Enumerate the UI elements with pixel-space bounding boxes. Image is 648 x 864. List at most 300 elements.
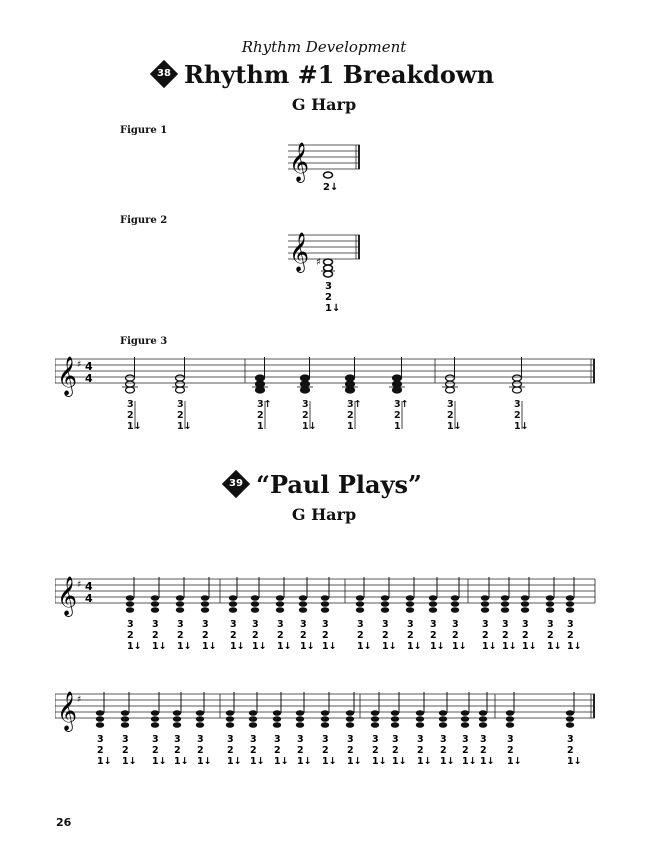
tab-number: 2 (447, 410, 454, 421)
tab-number: 1↓ (277, 641, 292, 652)
tab-number: 2 (300, 630, 307, 641)
tab-number: 1↓ (177, 421, 192, 432)
tab-number: 2 (452, 630, 459, 641)
chord-note (121, 716, 129, 722)
chord-note (196, 716, 204, 722)
tab-number: 2 (482, 630, 489, 641)
chord-note (126, 375, 135, 381)
whole-note-icon (324, 271, 333, 277)
chord-note (229, 601, 237, 607)
chord-note (176, 595, 184, 601)
tab-number: 3↑ (257, 399, 272, 410)
tab-number: 1↓ (522, 641, 537, 652)
treble-clef-icon: 𝄞 (57, 356, 78, 396)
tab-number: 2 (250, 745, 257, 756)
tab-number: 1 (394, 421, 401, 432)
chord-note (391, 722, 399, 728)
chord-note (391, 716, 399, 722)
track-badge-icon: 38 (150, 59, 178, 87)
chord-note (371, 710, 379, 716)
chord-note (566, 710, 574, 716)
tab-number: 2 (325, 292, 332, 303)
song-staff-1 (55, 565, 600, 660)
tab-number: 1↓ (197, 756, 212, 767)
chord-note (371, 716, 379, 722)
chord-note (126, 387, 135, 393)
tab-number: 1↓ (177, 641, 192, 652)
tab-number: 2 (522, 630, 529, 641)
tab-number: 2 (227, 745, 234, 756)
figure-2-label: Figure 2 (120, 215, 168, 226)
chord-note (151, 716, 159, 722)
chord-note (126, 601, 134, 607)
track-badge-icon: 39 (222, 469, 250, 497)
chord-note (251, 607, 259, 613)
tab-number: 2 (302, 410, 309, 421)
tab-number: 1↓ (302, 421, 317, 432)
chord-note (176, 601, 184, 607)
tab-number: 1↓ (452, 641, 467, 652)
section-label: Rhythm Development (241, 38, 407, 56)
chord-note (381, 595, 389, 601)
tab-number: 1↓ (325, 303, 341, 314)
tab-number: 1↓ (407, 641, 422, 652)
chord-note (501, 595, 509, 601)
tab-number: 1↓ (152, 756, 167, 767)
sharp-icon: ♯ (316, 257, 321, 268)
tab-number: 1↓ (347, 756, 362, 767)
chord-note (346, 375, 355, 381)
chord-note (251, 595, 259, 601)
svg-text:4: 4 (85, 580, 93, 593)
tab-number: 3 (462, 734, 469, 745)
treble-clef-icon: 𝄞 (289, 232, 310, 272)
tab-number: 2 (177, 630, 184, 641)
chord-note (296, 710, 304, 716)
tab-number: 1↓ (322, 756, 337, 767)
chord-note (126, 381, 135, 387)
tab-number: 2 (567, 745, 574, 756)
tab-number: 3 (297, 734, 304, 745)
chord-note (566, 601, 574, 607)
chord-note (126, 595, 134, 601)
tab-number: 3 (347, 734, 354, 745)
chord-note (176, 375, 185, 381)
tab-number: 2 (417, 745, 424, 756)
tab-number: 3 (202, 619, 209, 630)
chord-note (521, 601, 529, 607)
chord-note (406, 601, 414, 607)
chord-note (393, 381, 402, 387)
tab-number: 2 (277, 630, 284, 641)
tab-number: 2 (202, 630, 209, 641)
chord-note (226, 710, 234, 716)
tab-number: 2↓ (323, 182, 339, 193)
tab-number: 2 (357, 630, 364, 641)
page-number: 26 (56, 816, 72, 829)
treble-clef-icon: 𝄞 (289, 142, 310, 182)
tab-number: 3 (302, 399, 309, 410)
tab-number: 3 (372, 734, 379, 745)
chord-note (121, 722, 129, 728)
tab-number: 2 (567, 630, 574, 641)
chord-note (276, 607, 284, 613)
chord-note (299, 601, 307, 607)
figure-3-staff (55, 345, 600, 440)
chord-note (301, 375, 310, 381)
tab-number: 3 (447, 399, 454, 410)
chord-note (381, 607, 389, 613)
chord-note (546, 595, 554, 601)
tab-number: 3 (417, 734, 424, 745)
tab-number: 1↓ (547, 641, 562, 652)
tab-number: 3 (430, 619, 437, 630)
chord-note (321, 595, 329, 601)
chord-note (451, 595, 459, 601)
chord-note (151, 722, 159, 728)
chord-note (546, 607, 554, 613)
chord-note (356, 607, 364, 613)
tab-number: 3 (177, 399, 184, 410)
tab-number: 3 (127, 619, 134, 630)
tab-number: 3 (502, 619, 509, 630)
chord-note (173, 722, 181, 728)
chord-note (196, 722, 204, 728)
chord-note (273, 722, 281, 728)
chord-note (479, 716, 487, 722)
figure-3-label: Figure 3 (120, 336, 168, 347)
chord-note (566, 722, 574, 728)
tab-number: 3 (325, 281, 332, 292)
tab-number: 3 (230, 619, 237, 630)
chord-note (151, 710, 159, 716)
tab-number: 3 (567, 619, 574, 630)
tab-number: 1↓ (122, 756, 137, 767)
tab-number: 1↓ (127, 641, 142, 652)
tab-number: 3 (382, 619, 389, 630)
chord-note (126, 607, 134, 613)
chord-note (176, 387, 185, 393)
tab-number: 1↓ (430, 641, 445, 652)
tab-number: 2 (462, 745, 469, 756)
chord-note (479, 722, 487, 728)
tab-number: 1↓ (322, 641, 337, 652)
tab-number: 3 (177, 619, 184, 630)
chord-note (479, 710, 487, 716)
chord-note (566, 716, 574, 722)
chord-note (296, 716, 304, 722)
tab-number: 1↓ (297, 756, 312, 767)
tab-number: 3↑ (394, 399, 409, 410)
tab-number: 1↓ (392, 756, 407, 767)
tab-number: 1↓ (174, 756, 189, 767)
song-title-text: “Paul Plays” (256, 470, 422, 499)
chord-note (249, 710, 257, 716)
tab-number: 1↓ (252, 641, 267, 652)
tab-number: 2 (274, 745, 281, 756)
tab-number: 1↓ (300, 641, 315, 652)
chord-note (346, 716, 354, 722)
tab-number: 2 (230, 630, 237, 641)
tab-number: 3↑ (347, 399, 362, 410)
chord-note (451, 607, 459, 613)
chord-note (446, 387, 455, 393)
whole-note-icon (324, 265, 333, 271)
song-staff-2 (55, 680, 600, 780)
tab-number: 3 (250, 734, 257, 745)
chord-note (229, 595, 237, 601)
tab-number: 2 (322, 745, 329, 756)
tab-number: 3 (480, 734, 487, 745)
chord-note (513, 381, 522, 387)
chord-note (201, 595, 209, 601)
tab-number: 3 (357, 619, 364, 630)
tab-number: 2 (347, 410, 354, 421)
tab-number: 2 (507, 745, 514, 756)
tab-number: 1↓ (447, 421, 462, 432)
chord-note (506, 716, 514, 722)
song-title (0, 470, 648, 499)
tab-number: 3 (392, 734, 399, 745)
chord-note (546, 601, 554, 607)
tab-number: 2 (407, 630, 414, 641)
tab-number: 1↓ (440, 756, 455, 767)
treble-clef-icon: 𝄞 (57, 691, 78, 731)
chord-note (173, 710, 181, 716)
chord-note (461, 722, 469, 728)
tab-number: 2 (514, 410, 521, 421)
chord-note (416, 710, 424, 716)
tab-number: 1↓ (507, 756, 522, 767)
chord-note (276, 595, 284, 601)
chord-note (371, 722, 379, 728)
time-sig-top: 4 (85, 360, 93, 373)
chord-note (296, 722, 304, 728)
tab-number: 1↓ (250, 756, 265, 767)
tab-number: 3 (127, 399, 134, 410)
chord-note (249, 716, 257, 722)
chord-note (506, 722, 514, 728)
chord-note (346, 381, 355, 387)
tab-number: 2 (440, 745, 447, 756)
tab-number: 3 (322, 619, 329, 630)
chord-note (501, 607, 509, 613)
chord-note (299, 595, 307, 601)
whole-note-icon (324, 172, 333, 178)
tab-number: 2 (252, 630, 259, 641)
chord-note (461, 716, 469, 722)
chord-note (446, 381, 455, 387)
chord-note (321, 710, 329, 716)
chord-note (276, 601, 284, 607)
tab-number: 2 (257, 410, 264, 421)
chord-note (513, 375, 522, 381)
tab-number: 1↓ (230, 641, 245, 652)
svg-text:4: 4 (85, 592, 93, 605)
chord-note (121, 710, 129, 716)
tab-number: 2 (122, 745, 129, 756)
chord-note (346, 387, 355, 393)
chord-note (321, 722, 329, 728)
tab-number: 1↓ (417, 756, 432, 767)
chord-note (566, 607, 574, 613)
chord-note (566, 595, 574, 601)
tab-number: 1↓ (567, 641, 582, 652)
sharp-icon: ♯ (77, 695, 82, 705)
tab-number: 1↓ (274, 756, 289, 767)
tab-number: 2 (382, 630, 389, 641)
chord-note (429, 595, 437, 601)
chord-note (439, 722, 447, 728)
chord-note (393, 387, 402, 393)
tab-number: 1↓ (357, 641, 372, 652)
tab-number: 3 (300, 619, 307, 630)
page-title (0, 60, 648, 89)
tab-number: 1↓ (382, 641, 397, 652)
chord-note (321, 716, 329, 722)
tab-number: 3 (482, 619, 489, 630)
tab-number: 2 (394, 410, 401, 421)
chord-note (461, 710, 469, 716)
chord-note (176, 607, 184, 613)
chord-note (429, 601, 437, 607)
tab-number: 3 (252, 619, 259, 630)
tab-number: 1↓ (482, 641, 497, 652)
chord-note (96, 722, 104, 728)
tab-number: 1↓ (127, 421, 142, 432)
sharp-icon: ♯ (77, 580, 82, 590)
tab-number: 1↓ (462, 756, 477, 767)
chord-note (273, 716, 281, 722)
tab-number: 3 (277, 619, 284, 630)
figure-1-staff (280, 135, 370, 200)
tab-number: 3 (440, 734, 447, 745)
chord-note (173, 716, 181, 722)
tab-number: 3 (274, 734, 281, 745)
chord-note (451, 601, 459, 607)
chord-note (321, 607, 329, 613)
tab-number: 2 (347, 745, 354, 756)
chord-note (381, 601, 389, 607)
tab-number: 2 (177, 410, 184, 421)
tab-number: 3 (322, 734, 329, 745)
chord-note (321, 601, 329, 607)
tab-number: 3 (174, 734, 181, 745)
tab-number: 2 (197, 745, 204, 756)
chord-note (416, 716, 424, 722)
chord-note (446, 375, 455, 381)
chord-note (273, 710, 281, 716)
chord-note (249, 722, 257, 728)
tab-number: 3 (152, 619, 159, 630)
tab-number: 1↓ (202, 641, 217, 652)
tab-number: 1↓ (502, 641, 517, 652)
chord-note (513, 387, 522, 393)
tab-number: 3 (507, 734, 514, 745)
tab-number: 2 (430, 630, 437, 641)
chord-note (196, 710, 204, 716)
chord-note (346, 710, 354, 716)
chord-note (521, 595, 529, 601)
chord-note (439, 710, 447, 716)
tab-number: 2 (392, 745, 399, 756)
chord-note (256, 381, 265, 387)
chord-note (481, 595, 489, 601)
tab-number: 2 (480, 745, 487, 756)
chord-note (226, 722, 234, 728)
chord-note (96, 716, 104, 722)
tab-number: 2 (97, 745, 104, 756)
tab-number: 3 (97, 734, 104, 745)
tab-number: 1 (257, 421, 264, 432)
title-text: Rhythm #1 Breakdown (183, 60, 495, 89)
tab-number: 1↓ (567, 756, 582, 767)
tab-number: 1↓ (97, 756, 112, 767)
chord-note (96, 710, 104, 716)
tab-number: 3 (567, 734, 574, 745)
chord-note (416, 722, 424, 728)
tab-number: 2 (297, 745, 304, 756)
tab-number: 3 (522, 619, 529, 630)
tab-number: 1↓ (480, 756, 495, 767)
chord-note (481, 601, 489, 607)
chord-note (501, 601, 509, 607)
tab-number: 3 (514, 399, 521, 410)
tab-number: 2 (372, 745, 379, 756)
tab-number: 1↓ (372, 756, 387, 767)
chord-note (429, 607, 437, 613)
tab-number: 3 (122, 734, 129, 745)
tab-number: 3 (547, 619, 554, 630)
tab-number: 2 (502, 630, 509, 641)
chord-note (506, 710, 514, 716)
tab-number: 2 (547, 630, 554, 641)
chord-note (406, 595, 414, 601)
chord-note (481, 607, 489, 613)
chord-note (356, 595, 364, 601)
tab-number: 3 (452, 619, 459, 630)
chord-note (226, 716, 234, 722)
chord-note (151, 601, 159, 607)
tab-number: 3 (197, 734, 204, 745)
sharp-icon: ♯ (77, 360, 82, 370)
chord-note (299, 607, 307, 613)
tab-number: 1 (347, 421, 354, 432)
chord-note (176, 381, 185, 387)
chord-note (356, 601, 364, 607)
treble-clef-icon: 𝄞 (57, 576, 78, 616)
chord-note (406, 607, 414, 613)
chord-note (521, 607, 529, 613)
chord-note (301, 387, 310, 393)
chord-note (251, 601, 259, 607)
chord-note (301, 381, 310, 387)
chord-note (393, 375, 402, 381)
chord-note (256, 387, 265, 393)
chord-note (439, 716, 447, 722)
tab-number: 1↓ (514, 421, 529, 432)
tab-number: 2 (152, 630, 159, 641)
subtitle: G Harp (291, 95, 357, 114)
tab-number: 2 (127, 410, 134, 421)
figure-1-label: Figure 1 (120, 125, 168, 136)
whole-note-icon (324, 259, 333, 265)
tab-number: 3 (407, 619, 414, 630)
chord-note (151, 595, 159, 601)
chord-note (346, 722, 354, 728)
tab-number: 1↓ (152, 641, 167, 652)
tab-number: 2 (174, 745, 181, 756)
